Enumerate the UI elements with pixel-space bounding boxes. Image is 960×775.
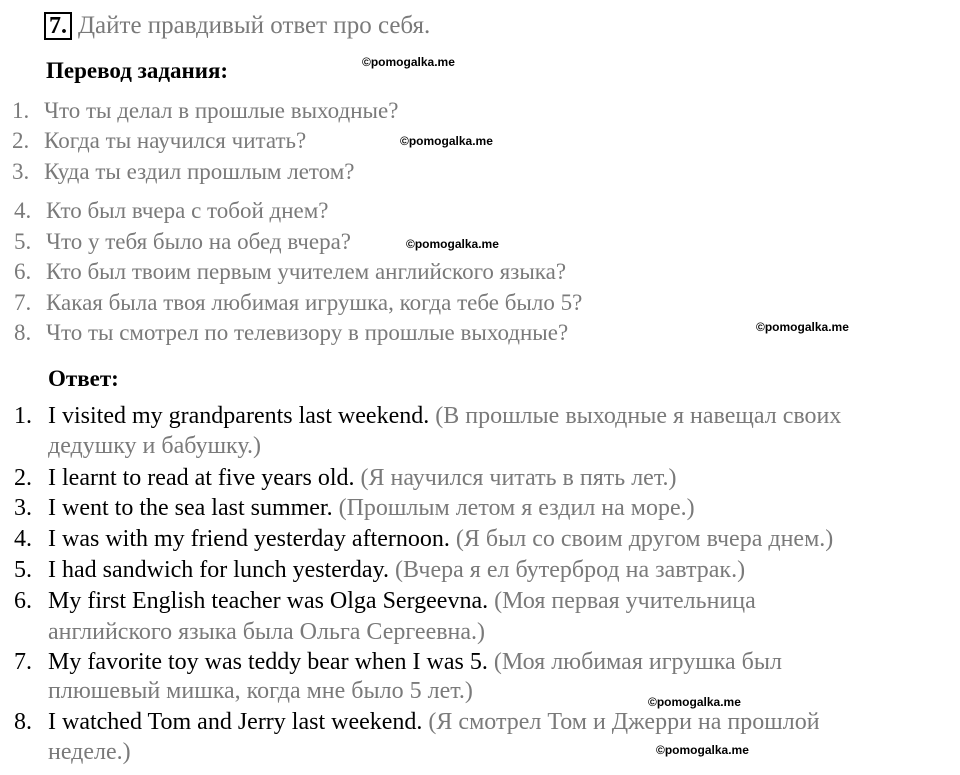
question-number: 5. — [14, 229, 32, 254]
answer-item — [14, 649, 782, 676]
answer-russian: (Вчера я ел бутерброд на завтрак.) — [395, 557, 746, 583]
answer-item — [14, 588, 756, 615]
question-item — [12, 98, 398, 124]
question-number: 4. — [14, 198, 32, 223]
task-number: 7. — [44, 12, 72, 40]
question-item — [12, 159, 355, 185]
answer-continuation: дедушку и бабушку.) — [48, 433, 261, 459]
answer-number: 6. — [14, 588, 32, 614]
answer-russian: (Я был со своим другом вчера днем.) — [455, 526, 834, 552]
answer-number: 3. — [14, 495, 32, 521]
answer-russian: (Я смотрел Том и Джерри на прошлой — [428, 709, 820, 735]
answer-item — [14, 465, 677, 492]
answer-number: 7. — [14, 649, 32, 675]
answer-russian: (Я научился читать в пять лет.) — [360, 465, 677, 491]
answer-item — [14, 557, 745, 584]
answer-english: I visited my grandparents last weekend. — [48, 403, 430, 429]
watermark: ©pomogalka.me — [406, 237, 499, 251]
question-number: 7. — [14, 290, 32, 315]
question-text: Что у тебя было на обед вчера? — [46, 229, 351, 254]
answer-english: My favorite toy was teddy bear when I was 5. — [48, 649, 488, 675]
answer-number: 8. — [14, 709, 32, 735]
question-item — [14, 320, 568, 346]
answer-continuation: плюшевый мишка, когда мне было 5 лет.) — [48, 678, 473, 704]
question-text: Кто был твоим первым учителем английского языка? — [46, 259, 567, 284]
answer-english: I had sandwich for lunch yesterday. — [48, 557, 389, 583]
answer-english: I learnt to read at five years old. — [48, 465, 355, 491]
answer-russian: (Моя первая учительница — [494, 588, 756, 614]
answer-russian: (Моя любимая игрушка был — [493, 649, 782, 675]
answer-item — [14, 526, 833, 553]
watermark: ©pomogalka.me — [648, 695, 741, 709]
question-item — [14, 229, 351, 255]
answer-item — [14, 709, 820, 736]
answer-english: I watched Tom and Jerry last weekend. — [48, 709, 423, 735]
question-number: 6. — [14, 259, 32, 284]
answer-english: I was with my friend yesterday afternoon. — [48, 526, 450, 552]
question-item — [12, 128, 306, 154]
watermark: ©pomogalka.me — [656, 743, 749, 757]
question-text: Что ты смотрел по телевизору в прошлые выходные? — [46, 320, 569, 345]
answer-russian: (Прошлым летом я ездил на море.) — [338, 495, 695, 521]
answer-english: I went to the sea last summer. — [48, 495, 333, 521]
question-text: Когда ты научился читать? — [44, 128, 307, 153]
watermark: ©pomogalka.me — [756, 320, 849, 334]
question-number: 8. — [14, 320, 32, 345]
watermark: ©pomogalka.me — [400, 134, 493, 148]
answer-item — [14, 403, 841, 430]
answer-russian: (В прошлые выходные я навещал своих — [435, 403, 842, 429]
question-text: Что ты делал в прошлые выходные? — [44, 98, 399, 123]
answer-number: 1. — [14, 403, 32, 429]
answer-continuation: английского языка была Ольга Сергеевна.) — [48, 619, 486, 645]
question-number: 1. — [12, 98, 30, 123]
question-text: Какая была твоя любимая игрушка, когда тебе было 5? — [46, 290, 583, 315]
watermark: ©pomogalka.me — [362, 55, 455, 69]
question-item — [14, 259, 566, 285]
answer-number: 5. — [14, 557, 32, 583]
question-text: Кто был вчера с тобой днем? — [46, 198, 329, 223]
answer-number: 4. — [14, 526, 32, 552]
question-number: 2. — [12, 128, 30, 153]
question-item — [14, 290, 582, 316]
answer-english: My first English teacher was Olga Sergeevna. — [48, 588, 489, 614]
task-title-line — [44, 12, 430, 40]
question-number: 3. — [12, 159, 30, 184]
task-title: Дайте правдивый ответ про себя. — [78, 12, 431, 39]
question-item — [14, 198, 329, 224]
answer-heading: Ответ: — [48, 366, 119, 391]
question-text: Куда ты ездил прошлым летом? — [44, 159, 355, 184]
translation-heading: Перевод задания: — [46, 58, 229, 83]
answer-number: 2. — [14, 465, 32, 491]
answer-continuation: неделе.) — [48, 739, 131, 765]
answer-item — [14, 495, 695, 522]
